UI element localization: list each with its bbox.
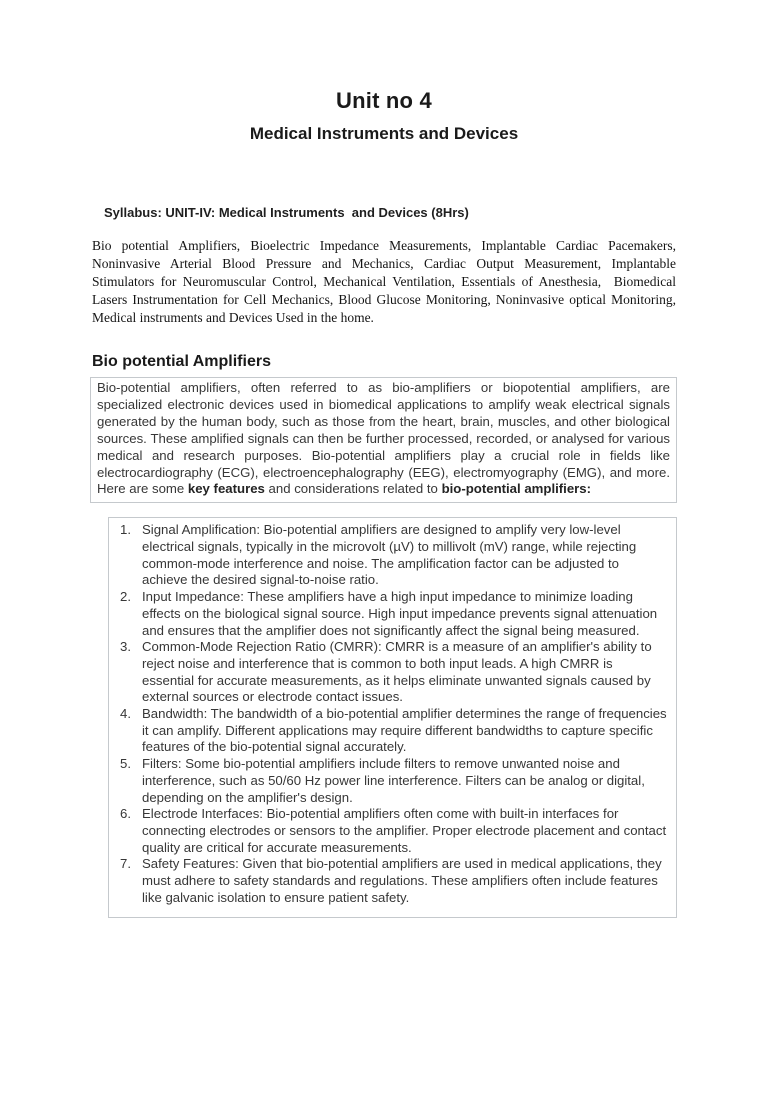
list-item-text: Electrode Interfaces: Bio-potential amplifiers often come with built-in interfaces for connecting electrodes or sensors to the amplifier. Proper electrode placement and contact quality are critical for accurate measurements. xyxy=(142,806,667,855)
syllabus-heading: Syllabus: UNIT-IV: Medical Instruments and Devices (8Hrs) xyxy=(104,205,469,220)
list-item-number: 1. xyxy=(120,522,131,538)
list-item-text: Safety Features: Given that bio-potential amplifiers are used in medical applications, they must adhere to safety standards and regulations. These amplifiers often include features like galvanic isolation to ensure patient safety. xyxy=(142,856,662,905)
list-item xyxy=(120,522,668,589)
syllabus-topics-paragraph: Bio potential Amplifiers, Bioelectric Impedance Measurements, Implantable Cardiac Pacemakers, Noninvasive Arterial Blood Pressure and Mechanics, Cardiac Output Measurement, Implantable Stimulators for Neuromuscular Control, Mechanical Ventilation, Essentials of Anesthesia, Biomedical Lasers Instrumentation for Cell Mechanics, Blood Glucose Monitoring, Noninvasive optical Monitoring, Medical instruments and Devices Used in the home. xyxy=(92,238,680,325)
list-item xyxy=(120,806,668,856)
list-item-number: 3. xyxy=(120,639,131,655)
list-item xyxy=(120,756,668,806)
intro-bold-key-features: key features xyxy=(187,481,265,497)
intro-text-before: Bio-potential amplifiers, often referred to as bio-amplifiers or biopotential amplifiers, are specialized electronic devices used in biomedical applications to amplify weak electrical signals generated by the human body, such as those from the heart, brain, muscles, and other biological sources. These amplified signals can then be further processed, recorded, or analysed for various medical and research purposes. Bio-potential amplifiers play a crucial role in fields like electrocardiography (ECG), electroencephalography (EEG), electromyography (EMG), and more. Here are some xyxy=(97,380,670,497)
list-item-number: 5. xyxy=(120,756,131,772)
intro-bold-bio-potential: bio-potential amplifiers: xyxy=(441,481,592,497)
document-page xyxy=(0,88,768,1112)
list-item-number: 7. xyxy=(120,856,131,872)
list-item-text: Input Impedance: These amplifiers have a high input impedance to minimize loading effects on the biological signal source. High input impedance prevents signal attenuation and ensures that the amplifier does not significantly affect the signal being measured. xyxy=(142,589,658,638)
list-item-text: Filters: Some bio-potential amplifiers include filters to remove unwanted noise and interference, such as 50/60 Hz power line interference. Filters can be analog or digital, depending on the amplifier's design. xyxy=(142,756,645,805)
list-item-text: Common-Mode Rejection Ratio (CMRR): CMRR is a measure of an amplifier's ability to reject noise and interference that is common to both input leads. A high CMRR is essential for accurate measurements, as it helps eliminate unwanted signals caused by external sources or electrode contact issues. xyxy=(142,639,652,705)
section-heading: Bio potential Amplifiers xyxy=(92,353,271,370)
list-item xyxy=(120,639,668,706)
list-item-text: Signal Amplification: Bio-potential amplifiers are designed to amplify very low-level electrical signals, typically in the microvolt (µV) to millivolt (mV) range, while rejecting common-mode interference and noise. The amplification factor can be adjusted to achieve the desired signal-to-noise ratio. xyxy=(142,522,637,588)
list-item xyxy=(120,856,668,906)
list-item xyxy=(120,589,668,639)
page-title: Unit no 4 xyxy=(336,88,432,113)
intro-paragraph-box xyxy=(90,377,677,503)
list-item-number: 6. xyxy=(120,806,131,822)
key-features-list-box xyxy=(108,517,677,917)
list-item xyxy=(120,706,668,756)
page-subtitle: Medical Instruments and Devices xyxy=(249,124,519,143)
intro-text-middle: and considerations related to xyxy=(264,481,442,497)
list-item-text: Bandwidth: The bandwidth of a bio-potential amplifier determines the range of frequencies it can amplify. Different applications may require different bandwidths to capture specific features of the bio-potential signal accurately. xyxy=(142,706,667,755)
list-item-number: 2. xyxy=(120,589,131,605)
list-item-number: 4. xyxy=(120,706,131,722)
